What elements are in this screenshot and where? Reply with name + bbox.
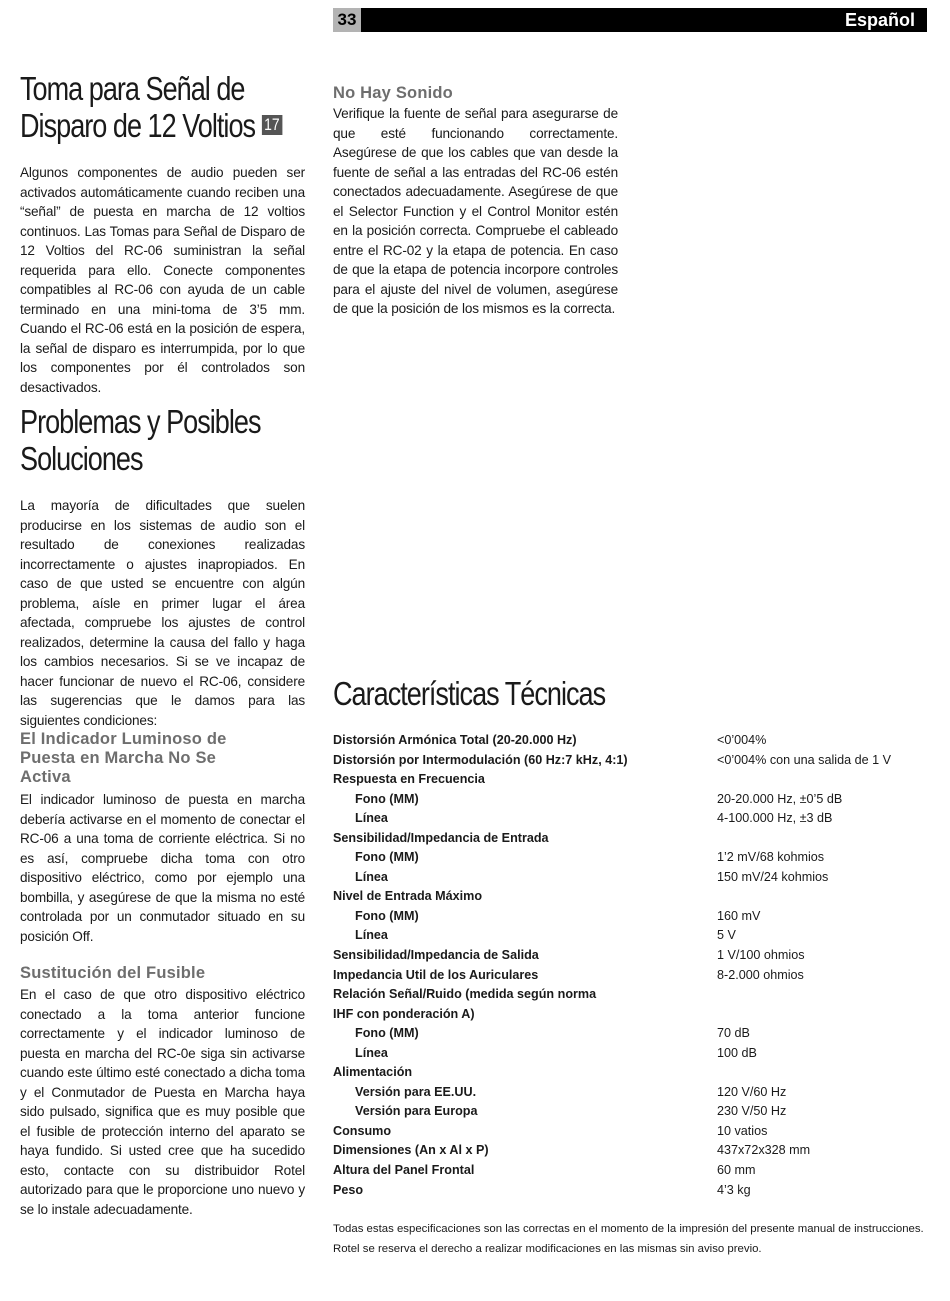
spec-row [333,985,933,1005]
spec-label: Distorsión por Intermodulación (60 Hz:7 kHz, 4:1) [333,752,628,767]
troubleshooting-title-line2: Soluciones [20,440,143,477]
spec-value: 1 V/100 ohmios [717,948,805,963]
spec-value: 10 vatios [717,1123,768,1138]
footnote-line2: Rotel se reserva el derecho a realizar modificaciones en las mismas sin aviso previo. [333,1242,762,1255]
spec-value: 8-2.000 ohmios [717,967,804,982]
spec-label: Línea [355,869,388,884]
spec-label: Línea [355,928,388,943]
footnote-line1: Todas estas especificaciones son las correctas en el momento de la impresión del presente manual de instrucciones. [333,1223,924,1235]
no-sound-heading: No Hay Sonido [333,84,453,102]
spec-label: Fono (MM) [355,1026,419,1041]
spec-row [333,887,933,907]
spec-value: <0’004% [717,733,767,747]
spec-label: Dimensiones (An x Al x P) [333,1143,489,1158]
trigger-title-line2 [20,107,280,144]
spec-value: <0’004% con una salida de 1 V [717,752,891,767]
spec-row [333,790,933,810]
spec-value: 60 mm [717,1163,756,1178]
fuse-body: En el caso de que otro dispositivo eléctrico conectado a la toma anterior funcione correctamente y el indicador luminoso de puesta en marcha del RC-0e siga sin activarse cuando este último esté conectado a dicha toma y el Conmutador de Puesta en Marcha haya sido pulsado, significa que es muy posible que el fusible de protección interno del aparato se haya fundido. Si usted cree que ha sucedido esto, contacte con su distribuidor Rotel autorizado para que le proporcione uno nuevo y se lo instale adecuadamente. [20,987,305,1217]
spec-label: Relación Señal/Ruido (medida según norma [333,987,597,1002]
spec-label: Alimentación [333,1065,413,1080]
spec-value: 160 mV [717,908,761,923]
figure-reference-badge: 17 [262,115,282,135]
spec-row [333,1161,933,1181]
specs-table [333,731,933,1200]
spec-row [333,966,933,986]
spec-label: Fono (MM) [355,908,419,923]
spec-row [333,1044,933,1064]
troubleshooting-body: La mayoría de dificultades que suelen producirse en los sistemas de audio son el resultado de conexiones realizadas incorrectamente o ajustes inapropiados. En caso de que usted se encuentre con algún problema, aísle en primer lugar el área afectada, compruebe los ajustes de control realizados, determine la causa del fallo y haga los cambios necesarios. Si se ve incapaz de hacer funcionar de nuevo el RC-06, considere las sugerencias que le damos para las siguientes condiciones: [20,498,305,728]
spec-label: Sensibilidad/Impedancia de Salida [333,948,539,963]
spec-label: Fono (MM) [355,791,419,806]
spec-row [333,770,933,790]
spec-row [333,926,933,946]
language-label: Español [844,10,915,30]
spec-value: 120 V/60 Hz [717,1084,787,1099]
power-indicator-body: El indicador luminoso de puesta en marcha debería activarse en el momento de conectar el RC-06 a una toma de corriente eléctrica. Si no es así, compruebe dicha toma con otro dispositivo eléctrico, como por ejemplo una bombilla, y asegúrese de que la misma no esté controlada por un conmutador situado en su posición Off. [20,792,305,944]
spec-row [333,731,933,751]
spec-row [333,1005,933,1025]
spec-label: Fono (MM) [355,850,419,865]
section-troubleshooting-title [20,403,305,477]
spec-label: Sensibilidad/Impedancia de Entrada [333,830,549,845]
spec-label: Distorsión Armónica Total (20-20.000 Hz) [333,733,577,747]
spec-row [333,1181,933,1201]
section-trigger-title [20,70,305,144]
trigger-title-line2-text: Disparo de 12 Voltios [20,107,256,144]
spec-label: Consumo [333,1123,392,1138]
spec-value: 150 mV/24 kohmios [717,869,829,884]
spec-row [333,1102,933,1122]
fuse-heading: Sustitución del Fusible [20,964,206,982]
trigger-body: Algunos componentes de audio pueden ser activados automáticamente cuando reciben una “señal” de puesta en marcha de 12 voltios continuos. Las Tomas para Señal de Disparo de 12 Voltios del RC-06 suministran la señal requerida para ello. Conecte componentes compatibles al RC-06 con ayuda de un cable terminado en una mini-toma de 3’5 mm. Cuando el RC-06 está en la posición de espera, la señal de disparo es interrumpida, por lo que los componentes por él controlados son desactivados. [20,165,305,395]
power-heading-line3: Activa [20,768,71,786]
spec-value: 4-100.000 Hz, ±3 dB [717,811,833,826]
spec-row [333,829,933,849]
spec-row [333,848,933,868]
spec-label: Versión para EE.UU. [355,1084,477,1099]
spec-row [333,809,933,829]
power-indicator-heading [20,730,305,787]
spec-row [333,1122,933,1142]
spec-value: 100 dB [717,1045,757,1060]
spec-value: 437x72x328 mm [717,1143,811,1158]
spec-label: IHF con ponderación A) [333,1006,475,1021]
spec-value: 20-20.000 Hz, ±0’5 dB [717,791,843,806]
footnote [333,1220,933,1259]
spec-row [333,907,933,927]
spec-label: Altura del Panel Frontal [333,1163,475,1178]
spec-value: 1’2 mV/68 kohmios [717,850,825,865]
page-number: 33 [333,8,361,32]
spec-label: Nivel de Entrada Máximo [333,889,483,904]
spec-value: 5 V [717,928,736,943]
specs-title: Características Técnicas [333,675,606,712]
spec-row [333,1063,933,1083]
spec-row [333,1024,933,1044]
trigger-title-line1: Toma para Señal de [20,70,245,107]
spec-row [333,751,933,771]
spec-value: 230 V/50 Hz [717,1104,787,1119]
spec-row [333,868,933,888]
spec-row [333,946,933,966]
spec-label: Línea [355,1045,388,1060]
troubleshooting-title-line1: Problemas y Posibles [20,403,261,440]
spec-row [333,1141,933,1161]
no-sound-body: Verifique la fuente de señal para asegurarse de que esté funcionando correctamente. Asegúrese de que los cables que van desde la fuente de señal a las entradas del RC-06 estén conectados adecuadamente. Asegúrese de que el Selector Function y el Control Monitor estén en la posición correcta. Compruebe el cableado entre el RC-02 y la etapa de potencia. En caso de que la etapa de potencia incorpore controles para el ajuste del nivel de volumen, asegúrese de que la posición de los mismos es la correcta. [333,106,618,316]
spec-label: Línea [355,811,388,826]
spec-label: Respuesta en Frecuencia [333,772,485,787]
spec-value: 70 dB [717,1026,750,1041]
spec-label: Versión para Europa [355,1104,478,1119]
spec-label: Peso [333,1182,364,1197]
spec-label: Impedancia Util de los Auriculares [333,967,539,982]
spec-value: 4’3 kg [717,1182,751,1197]
power-heading-line2: Puesta en Marcha No Se [20,749,217,767]
page-header [333,8,927,32]
power-heading-line1: El Indicador Luminoso de [20,730,227,748]
spec-row [333,1083,933,1103]
